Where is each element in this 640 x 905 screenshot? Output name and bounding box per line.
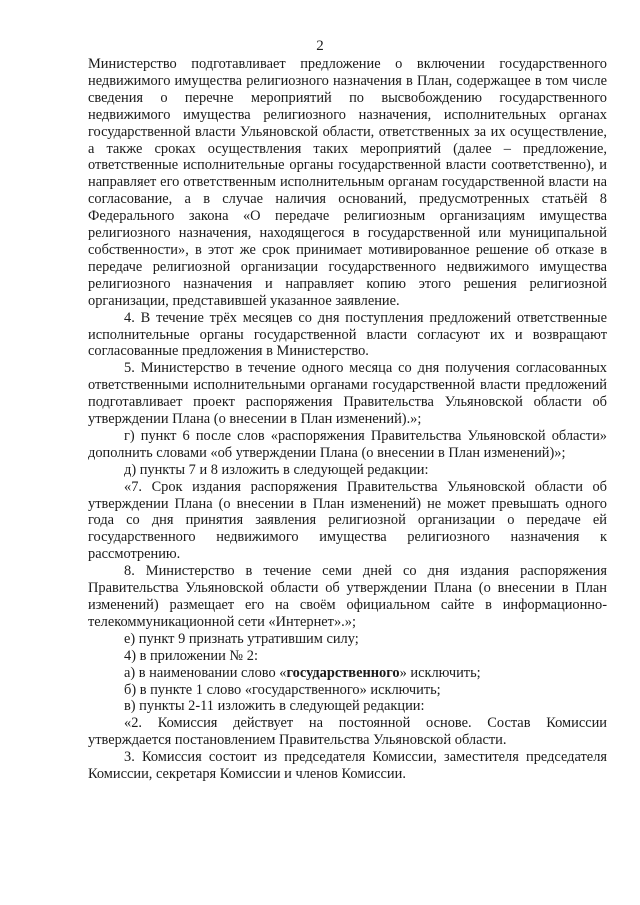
document-body <box>88 56 607 783</box>
paragraph-subitem-a <box>88 665 607 682</box>
paragraph-item-8: 8. Министерство в течение семи дней со дня издания распоряжения Правительства Ульяновской области об утверждении Плана (о внесении в План изменений) размещает его на своём официальном сайте в информационно-телекоммуникационной сети «Интернет».»; <box>88 563 607 630</box>
paragraph-item-4: 4. В течение трёх месяцев со дня поступления предложений ответственные исполнительные органы государственной власти согласуют их и возвращают согласованные предложения в Министерство. <box>88 309 607 360</box>
paragraph-commission-item-3: 3. Комиссия состоит из председателя Комиссии, заместителя председателя Комиссии, секретаря Комиссии и членов Комиссии. <box>88 749 607 783</box>
paragraph-commission-item-2: «2. Комиссия действует на постоянной основе. Состав Комиссии утверждается постановлением Правительства Ульяновской области. <box>88 715 607 749</box>
paragraph-subitem-v: в) пункты 2-11 изложить в следующей редакции: <box>124 698 425 715</box>
subitem-a-bold-word: государственного <box>286 664 400 681</box>
paragraph-subitem-d: д) пункты 7 и 8 изложить в следующей редакции: <box>124 461 429 478</box>
page-number: 2 <box>316 38 324 54</box>
subitem-a-text-after: » исключить; <box>399 664 481 681</box>
paragraph-subitem-b: б) в пункте 1 слово «государственного» исключить; <box>124 681 441 698</box>
paragraph-subitem-g: г) пункт 6 после слов «распоряжения Правительства Ульяновской области» дополнить словами «об утверждении Плана (о внесении в План изменений)»; <box>88 427 607 461</box>
paragraph-item-7: «7. Срок издания распоряжения Правительства Ульяновской области об утверждении Плана (о внесении в План изменений) не может превышать одного года со дня принятия заявления религиозной организации о передаче ей государственного недвижимого имущества религиозного назначения к рассмотрению. <box>88 478 607 563</box>
paragraph-appendix-2: 4) в приложении № 2: <box>124 647 258 664</box>
subitem-a-text-before: а) в наименовании слово « <box>124 664 287 681</box>
paragraph-item-5: 5. Министерство в течение одного месяца со дня получения согласованных ответственными исполнительными органами государственной власти предложений подготавливает проект распоряжения Правительства Ульяновской области об утверждении Плана (о внесении в План изменений).»; <box>88 360 607 428</box>
paragraph-plan-proposal: Министерство подготавливает предложение о включении государственного недвижимого имущества религиозного назначения в План, содержащее в том числе сведения о перечне мероприятий по высвобождению государственного недвижимого имущества религиозного назначения, исполнительных органах государственной власти Ульяновской области, ответственных за их осуществление, а также сроках осуществления таких мероприятий (далее – предложение, ответственные исполнительные органы государственной власти соответственно), и направляет его ответственным исполнительным органам государственной власти на согласование, а в случае наличия оснований, предусмотренных статьёй 8 Федерального закона «О передаче религиозным организациям имущества религиозного назначения, находящегося в государственной или муниципальной собственности», в этот же срок принимает мотивированное решение об отказе в передаче религиозной организации государственного недвижимого имущества религиозного назначения и направляет копию этого решения религиозной организации, представившей указанное заявление. <box>88 56 607 309</box>
paragraph-subitem-e: е) пункт 9 признать утратившим силу; <box>124 630 359 647</box>
